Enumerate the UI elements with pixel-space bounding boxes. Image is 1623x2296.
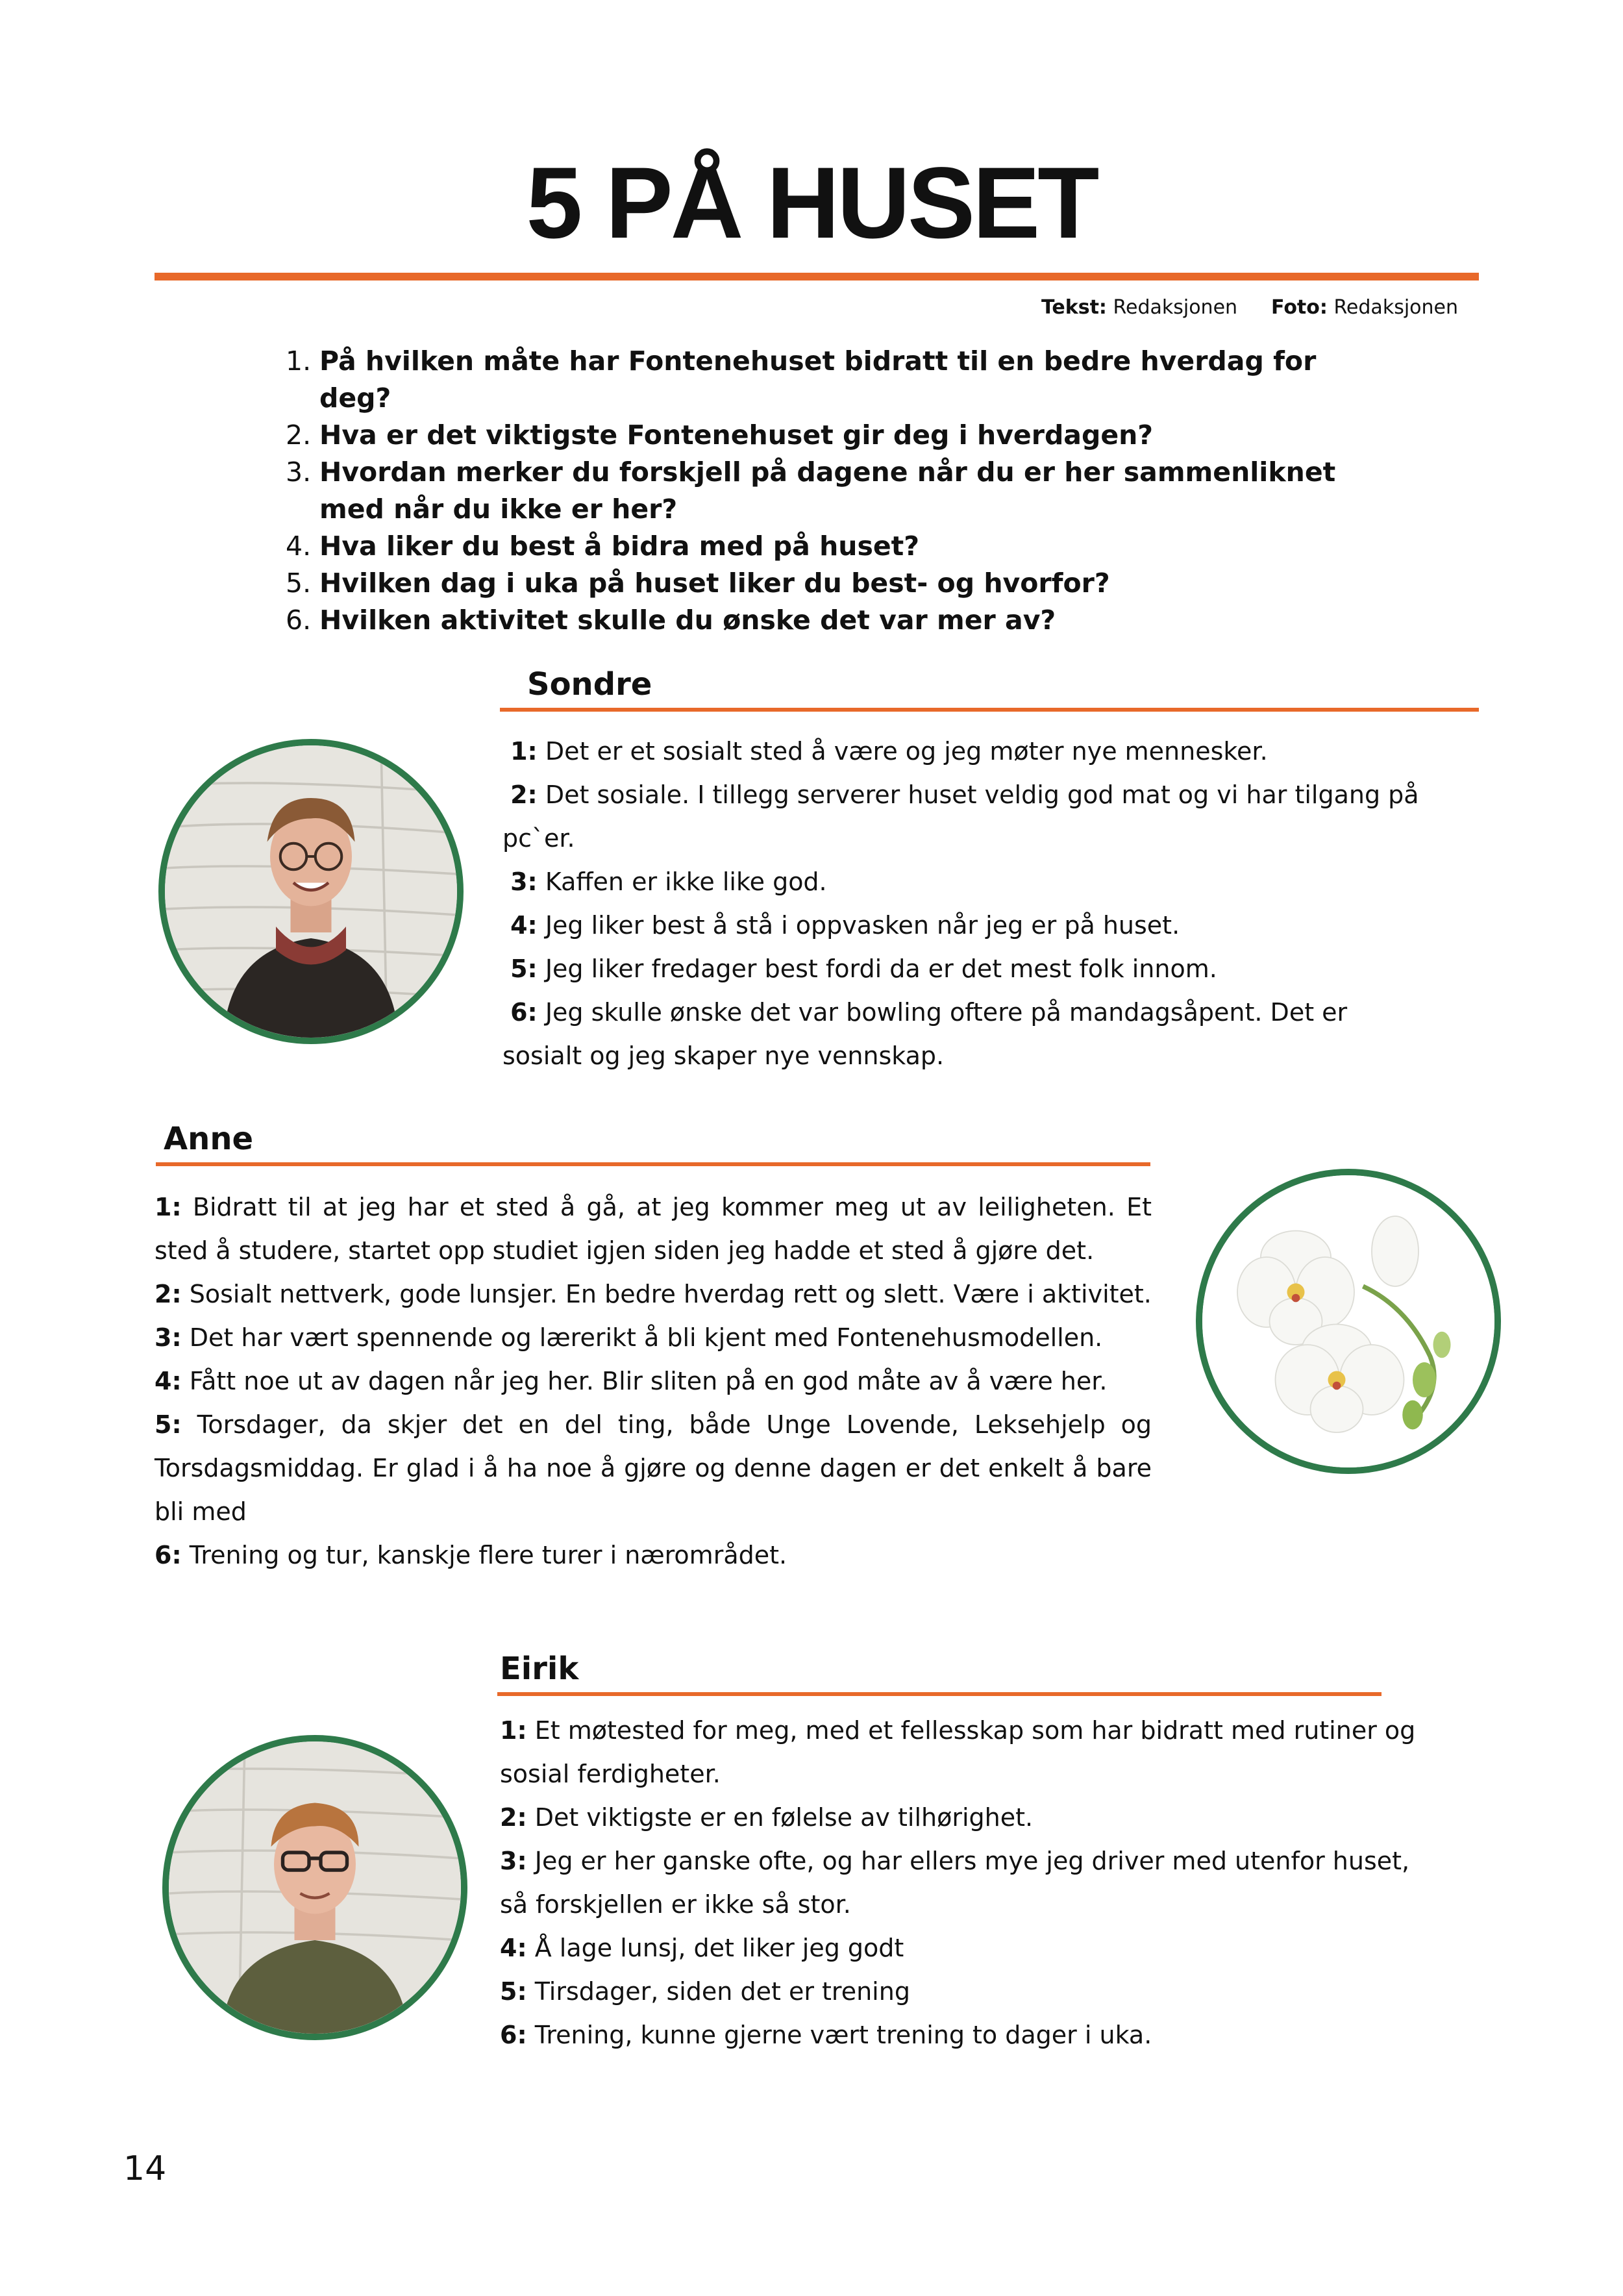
answer-number: 1:	[155, 1193, 182, 1221]
portrait-photo-sondre	[158, 739, 464, 1044]
answer-number: 6:	[510, 998, 538, 1027]
answer-text: Det viktigste er en følelse av tilhørighet.	[534, 1803, 1034, 1832]
answer-text: Det er et sosialt sted å være og jeg møter nye mennesker.	[545, 737, 1268, 766]
answer-item	[502, 773, 1483, 860]
answer-item	[155, 1534, 1152, 1577]
question-number: 3.	[286, 456, 312, 488]
question-number: 5.	[286, 568, 312, 599]
portrait-image	[169, 1741, 461, 2034]
photo-credit-label: Foto:	[1271, 296, 1328, 319]
answers-anne	[155, 1186, 1152, 1577]
question-text: Hvordan merker du forskjell på dagene når du er her sammenliknet med når du ikke er her?	[319, 456, 1336, 525]
answer-item	[155, 1360, 1152, 1403]
answer-number: 4:	[510, 911, 538, 940]
page-number: 14	[123, 2149, 167, 2188]
title-divider	[155, 273, 1479, 281]
answer-item	[500, 1709, 1422, 1796]
answer-number: 5:	[155, 1410, 182, 1439]
answer-item	[502, 947, 1483, 991]
portrait-photo-eirik	[162, 1735, 467, 2040]
answer-item	[500, 1796, 1422, 1840]
answer-number: 5:	[500, 1977, 527, 2006]
question-number: 2.	[286, 419, 312, 451]
interviewee-name-sondre: Sondre	[527, 666, 652, 703]
answer-item	[502, 730, 1483, 773]
answer-text: Kaffen er ikke like god.	[545, 867, 827, 896]
answer-number: 3:	[500, 1847, 527, 1875]
answer-number: 1:	[500, 1716, 527, 1745]
question-text: Hva liker du best å bidra med på huset?	[319, 530, 920, 562]
name-divider	[500, 708, 1479, 712]
answer-text: Jeg skulle ønske det var bowling oftere på mandagsåpent. Det er sosialt og jeg skaper nye vennskap.	[502, 998, 1348, 1070]
portrait-image	[165, 745, 457, 1038]
orchid-image	[1202, 1175, 1494, 1467]
name-divider	[497, 1692, 1381, 1696]
answer-number: 6:	[155, 1541, 182, 1569]
name-divider	[156, 1162, 1150, 1166]
answer-item	[500, 1927, 1422, 1970]
answer-text: Trening, kunne gjerne vært trening to dager i uka.	[534, 2021, 1152, 2049]
answer-text: Jeg liker fredager best fordi da er det mest folk innom.	[545, 955, 1217, 983]
credits	[1041, 296, 1458, 319]
answer-item	[502, 904, 1483, 947]
question-item	[286, 602, 1389, 639]
answer-text: Å lage lunsj, det liker jeg godt	[534, 1934, 904, 1962]
answer-item	[502, 860, 1483, 904]
question-number: 1.	[286, 345, 312, 377]
question-number: 4.	[286, 530, 312, 562]
answers-eirik	[500, 1709, 1422, 2057]
question-item	[286, 417, 1389, 454]
answer-number: 3:	[510, 867, 538, 896]
question-item	[286, 343, 1389, 417]
answer-number: 2:	[510, 780, 538, 809]
question-text: Hvilken dag i uka på huset liker du best- og hvorfor?	[319, 568, 1110, 599]
answer-number: 2:	[155, 1280, 182, 1308]
question-list	[286, 343, 1389, 639]
question-text: Hva er det viktigste Fontenehuset gir deg i hverdagen?	[319, 419, 1154, 451]
answer-text: Fått noe ut av dagen når jeg her. Blir sliten på en god måte av å være her.	[189, 1367, 1108, 1395]
answer-number: 2:	[500, 1803, 527, 1832]
answer-item	[155, 1403, 1152, 1534]
answer-item	[500, 2014, 1422, 2057]
interviewee-name-anne: Anne	[164, 1121, 254, 1157]
question-item	[286, 528, 1389, 565]
answer-text: Sosialt nettverk, gode lunsjer. En bedre hverdag rett og slett. Være i aktivitet.	[189, 1280, 1152, 1308]
question-number: 6.	[286, 605, 312, 636]
question-text: Hvilken aktivitet skulle du ønske det var mer av?	[319, 605, 1056, 636]
answer-text: Det har vært spennende og lærerikt å bli kjent med Fontenehusmodellen.	[189, 1323, 1103, 1352]
answer-number: 3:	[155, 1323, 182, 1352]
answer-item	[500, 1840, 1422, 1927]
answer-text: Det sosiale. I tillegg serverer huset veldig god mat og vi har tilgang på pc`er.	[502, 780, 1419, 853]
interviewee-name-eirik: Eirik	[500, 1651, 579, 1687]
question-item	[286, 565, 1389, 602]
answer-item	[502, 991, 1483, 1078]
answer-text: Trening og tur, kanskje flere turer i nærområdet.	[189, 1541, 787, 1569]
text-credit-value: Redaksjonen	[1113, 296, 1238, 319]
answer-item	[155, 1316, 1152, 1360]
answer-number: 4:	[500, 1934, 527, 1962]
answer-text: Torsdager, da skjer det en del ting, både Unge Lovende, Leksehjelp og Torsdagsmiddag. Er glad i å ha noe å gjøre og denne dagen er det enkelt å bare bli med	[155, 1410, 1152, 1526]
answer-text: Et møtested for meg, med et fellesskap som har bidratt med rutiner og sosial ferdigheter.	[500, 1716, 1416, 1788]
answer-number: 1:	[510, 737, 538, 766]
answer-item	[500, 1970, 1422, 2014]
answer-text: Bidratt til at jeg har et sted å gå, at jeg kommer meg ut av leiligheten. Et sted å studere, startet opp studiet igjen siden jeg hadde et sted å gjøre det.	[155, 1193, 1152, 1265]
answer-number: 6:	[500, 2021, 527, 2049]
text-credit-label: Tekst:	[1041, 296, 1107, 319]
photo-credit-value: Redaksjonen	[1333, 296, 1458, 319]
answer-item	[155, 1186, 1152, 1273]
answer-text: Jeg er her ganske ofte, og har ellers mye jeg driver med utenfor huset, så forskjellen er ikke så stor.	[500, 1847, 1410, 1919]
page-title: 5 PÅ HUSET	[526, 147, 1097, 260]
question-text: På hvilken måte har Fontenehuset bidratt til en bedre hverdag for deg?	[319, 345, 1317, 414]
answer-number: 4:	[155, 1367, 182, 1395]
answer-number: 5:	[510, 955, 538, 983]
answer-text: Jeg liker best å stå i oppvasken når jeg er på huset.	[545, 911, 1180, 940]
answer-text: Tirsdager, siden det er trening	[534, 1977, 910, 2006]
question-item	[286, 454, 1389, 528]
answer-item	[155, 1273, 1152, 1316]
orchid-photo	[1196, 1169, 1501, 1474]
answers-sondre	[502, 730, 1483, 1078]
